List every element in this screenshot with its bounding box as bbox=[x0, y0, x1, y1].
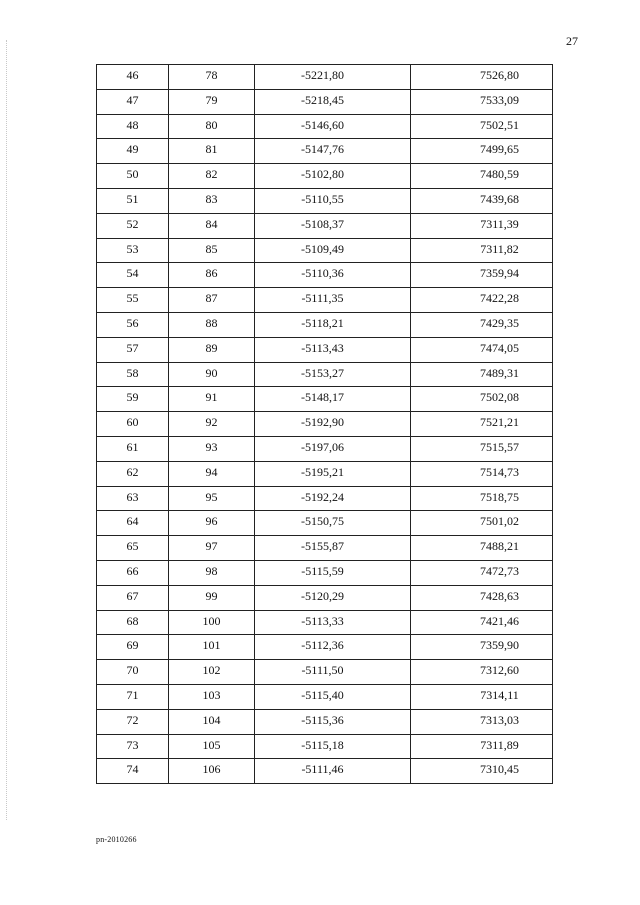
point-id-cell: 100 bbox=[169, 610, 255, 635]
y-coordinate-cell: 7526,80 bbox=[411, 65, 553, 90]
table-row bbox=[97, 312, 553, 337]
point-number-cell: 73 bbox=[97, 734, 169, 759]
point-number-cell: 57 bbox=[97, 337, 169, 362]
y-coordinate-cell: 7514,73 bbox=[411, 461, 553, 486]
point-number-cell: 63 bbox=[97, 486, 169, 511]
y-coordinate-cell: 7521,21 bbox=[411, 412, 553, 437]
point-id-cell: 101 bbox=[169, 635, 255, 660]
table-row bbox=[97, 734, 553, 759]
point-number-cell: 74 bbox=[97, 759, 169, 784]
y-coordinate-cell: 7429,35 bbox=[411, 312, 553, 337]
y-coordinate-cell: 7474,05 bbox=[411, 337, 553, 362]
x-coordinate-cell: -5111,35 bbox=[255, 288, 411, 313]
point-id-cell: 91 bbox=[169, 387, 255, 412]
point-id-cell: 94 bbox=[169, 461, 255, 486]
point-number-cell: 67 bbox=[97, 585, 169, 610]
table-row bbox=[97, 288, 553, 313]
point-id-cell: 81 bbox=[169, 139, 255, 164]
page-number: 27 bbox=[566, 34, 578, 48]
point-number-cell: 51 bbox=[97, 188, 169, 213]
point-id-cell: 88 bbox=[169, 312, 255, 337]
point-number-cell: 71 bbox=[97, 684, 169, 709]
x-coordinate-cell: -5115,36 bbox=[255, 709, 411, 734]
point-id-cell: 87 bbox=[169, 288, 255, 313]
x-coordinate-cell: -5155,87 bbox=[255, 536, 411, 561]
point-id-cell: 89 bbox=[169, 337, 255, 362]
point-id-cell: 103 bbox=[169, 684, 255, 709]
point-number-cell: 64 bbox=[97, 511, 169, 536]
x-coordinate-cell: -5111,46 bbox=[255, 759, 411, 784]
y-coordinate-cell: 7518,75 bbox=[411, 486, 553, 511]
x-coordinate-cell: -5110,36 bbox=[255, 263, 411, 288]
y-coordinate-cell: 7428,63 bbox=[411, 585, 553, 610]
x-coordinate-cell: -5146,60 bbox=[255, 114, 411, 139]
x-coordinate-cell: -5197,06 bbox=[255, 436, 411, 461]
y-coordinate-cell: 7359,90 bbox=[411, 635, 553, 660]
y-coordinate-cell: 7533,09 bbox=[411, 89, 553, 114]
point-number-cell: 49 bbox=[97, 139, 169, 164]
point-number-cell: 69 bbox=[97, 635, 169, 660]
table-row bbox=[97, 89, 553, 114]
table-row bbox=[97, 337, 553, 362]
y-coordinate-cell: 7310,45 bbox=[411, 759, 553, 784]
point-id-cell: 102 bbox=[169, 660, 255, 685]
y-coordinate-cell: 7311,89 bbox=[411, 734, 553, 759]
point-id-cell: 92 bbox=[169, 412, 255, 437]
table-row bbox=[97, 362, 553, 387]
table-row bbox=[97, 560, 553, 585]
point-id-cell: 84 bbox=[169, 213, 255, 238]
table-row bbox=[97, 709, 553, 734]
y-coordinate-cell: 7480,59 bbox=[411, 164, 553, 189]
y-coordinate-cell: 7515,57 bbox=[411, 436, 553, 461]
point-number-cell: 46 bbox=[97, 65, 169, 90]
point-number-cell: 56 bbox=[97, 312, 169, 337]
x-coordinate-cell: -5153,27 bbox=[255, 362, 411, 387]
point-id-cell: 78 bbox=[169, 65, 255, 90]
coordinates-table bbox=[96, 64, 553, 784]
point-number-cell: 59 bbox=[97, 387, 169, 412]
y-coordinate-cell: 7488,21 bbox=[411, 536, 553, 561]
y-coordinate-cell: 7313,03 bbox=[411, 709, 553, 734]
point-id-cell: 105 bbox=[169, 734, 255, 759]
x-coordinate-cell: -5111,50 bbox=[255, 660, 411, 685]
x-coordinate-cell: -5112,36 bbox=[255, 635, 411, 660]
point-id-cell: 98 bbox=[169, 560, 255, 585]
x-coordinate-cell: -5221,80 bbox=[255, 65, 411, 90]
point-number-cell: 50 bbox=[97, 164, 169, 189]
point-number-cell: 53 bbox=[97, 238, 169, 263]
x-coordinate-cell: -5113,33 bbox=[255, 610, 411, 635]
table-row bbox=[97, 486, 553, 511]
x-coordinate-cell: -5113,43 bbox=[255, 337, 411, 362]
x-coordinate-cell: -5148,17 bbox=[255, 387, 411, 412]
point-id-cell: 106 bbox=[169, 759, 255, 784]
table-row bbox=[97, 139, 553, 164]
x-coordinate-cell: -5115,40 bbox=[255, 684, 411, 709]
y-coordinate-cell: 7311,82 bbox=[411, 238, 553, 263]
table-row bbox=[97, 684, 553, 709]
point-number-cell: 61 bbox=[97, 436, 169, 461]
x-coordinate-cell: -5108,37 bbox=[255, 213, 411, 238]
x-coordinate-cell: -5150,75 bbox=[255, 511, 411, 536]
table-row bbox=[97, 65, 553, 90]
x-coordinate-cell: -5147,76 bbox=[255, 139, 411, 164]
y-coordinate-cell: 7314,11 bbox=[411, 684, 553, 709]
x-coordinate-cell: -5109,49 bbox=[255, 238, 411, 263]
x-coordinate-cell: -5115,18 bbox=[255, 734, 411, 759]
point-id-cell: 90 bbox=[169, 362, 255, 387]
point-number-cell: 54 bbox=[97, 263, 169, 288]
y-coordinate-cell: 7439,68 bbox=[411, 188, 553, 213]
point-number-cell: 68 bbox=[97, 610, 169, 635]
point-id-cell: 80 bbox=[169, 114, 255, 139]
table-row bbox=[97, 114, 553, 139]
y-coordinate-cell: 7422,28 bbox=[411, 288, 553, 313]
y-coordinate-cell: 7421,46 bbox=[411, 610, 553, 635]
point-id-cell: 96 bbox=[169, 511, 255, 536]
point-number-cell: 47 bbox=[97, 89, 169, 114]
x-coordinate-cell: -5118,21 bbox=[255, 312, 411, 337]
x-coordinate-cell: -5120,29 bbox=[255, 585, 411, 610]
x-coordinate-cell: -5102,80 bbox=[255, 164, 411, 189]
x-coordinate-cell: -5218,45 bbox=[255, 89, 411, 114]
point-id-cell: 104 bbox=[169, 709, 255, 734]
point-id-cell: 79 bbox=[169, 89, 255, 114]
point-id-cell: 83 bbox=[169, 188, 255, 213]
x-coordinate-cell: -5115,59 bbox=[255, 560, 411, 585]
table-row bbox=[97, 585, 553, 610]
table-row bbox=[97, 164, 553, 189]
table-row bbox=[97, 263, 553, 288]
point-id-cell: 93 bbox=[169, 436, 255, 461]
point-number-cell: 60 bbox=[97, 412, 169, 437]
point-number-cell: 48 bbox=[97, 114, 169, 139]
y-coordinate-cell: 7312,60 bbox=[411, 660, 553, 685]
y-coordinate-cell: 7359,94 bbox=[411, 263, 553, 288]
table-row bbox=[97, 238, 553, 263]
x-coordinate-cell: -5110,55 bbox=[255, 188, 411, 213]
x-coordinate-cell: -5192,24 bbox=[255, 486, 411, 511]
point-number-cell: 70 bbox=[97, 660, 169, 685]
table-row bbox=[97, 387, 553, 412]
y-coordinate-cell: 7502,51 bbox=[411, 114, 553, 139]
point-number-cell: 65 bbox=[97, 536, 169, 561]
point-id-cell: 82 bbox=[169, 164, 255, 189]
table-row bbox=[97, 660, 553, 685]
y-coordinate-cell: 7489,31 bbox=[411, 362, 553, 387]
point-number-cell: 62 bbox=[97, 461, 169, 486]
table-row bbox=[97, 610, 553, 635]
y-coordinate-cell: 7501,02 bbox=[411, 511, 553, 536]
table-row bbox=[97, 188, 553, 213]
table-row bbox=[97, 759, 553, 784]
x-coordinate-cell: -5192,90 bbox=[255, 412, 411, 437]
point-id-cell: 99 bbox=[169, 585, 255, 610]
y-coordinate-cell: 7472,73 bbox=[411, 560, 553, 585]
table-body bbox=[97, 65, 553, 784]
x-coordinate-cell: -5195,21 bbox=[255, 461, 411, 486]
point-number-cell: 55 bbox=[97, 288, 169, 313]
point-number-cell: 58 bbox=[97, 362, 169, 387]
table-row bbox=[97, 511, 553, 536]
point-number-cell: 52 bbox=[97, 213, 169, 238]
document-code: pn-2010266 bbox=[96, 835, 137, 844]
y-coordinate-cell: 7311,39 bbox=[411, 213, 553, 238]
table-row bbox=[97, 536, 553, 561]
point-id-cell: 95 bbox=[169, 486, 255, 511]
table-row bbox=[97, 436, 553, 461]
point-id-cell: 97 bbox=[169, 536, 255, 561]
point-id-cell: 85 bbox=[169, 238, 255, 263]
point-id-cell: 86 bbox=[169, 263, 255, 288]
table-row bbox=[97, 461, 553, 486]
point-number-cell: 66 bbox=[97, 560, 169, 585]
table-row bbox=[97, 412, 553, 437]
scan-margin-artifact bbox=[6, 40, 10, 820]
point-number-cell: 72 bbox=[97, 709, 169, 734]
table-row bbox=[97, 213, 553, 238]
y-coordinate-cell: 7499,65 bbox=[411, 139, 553, 164]
table-row bbox=[97, 635, 553, 660]
y-coordinate-cell: 7502,08 bbox=[411, 387, 553, 412]
